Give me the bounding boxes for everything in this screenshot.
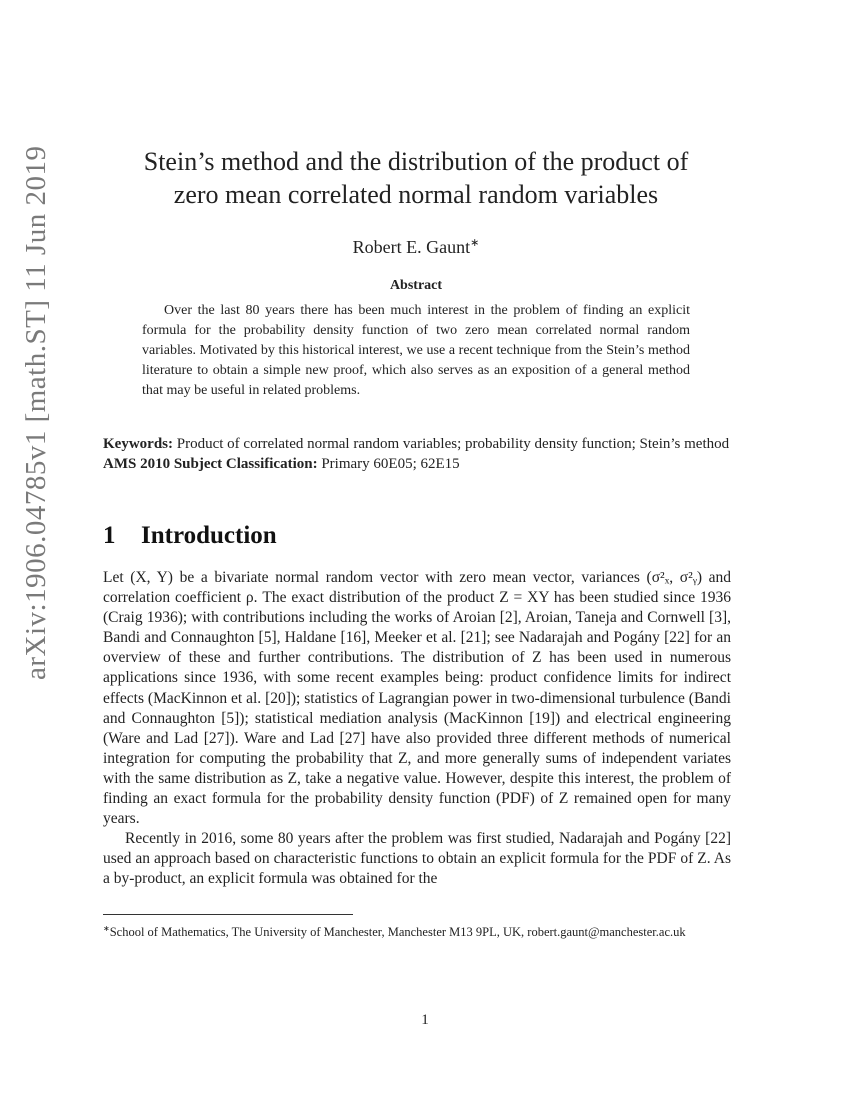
keywords-block (103, 434, 731, 474)
abstract-heading: Abstract (389, 278, 443, 293)
author-affiliation-footnote (103, 920, 731, 941)
introduction-body (103, 568, 731, 890)
keywords-text: Product of correlated normal random variables; probability density function; Stein’s method (176, 436, 730, 452)
page-number: 1 (421, 1012, 429, 1028)
title-line-2: zero mean correlated normal random variables (173, 180, 659, 209)
footnote-mark: ∗ (103, 924, 110, 933)
ams-text: Primary 60E05; 62E15 (321, 456, 460, 472)
title-line-1: Stein’s method and the distribution of the product of (143, 147, 689, 176)
footnote-rule (103, 914, 353, 915)
abstract-text: Over the last 80 years there has been much interest in the problem of finding an explicit formula for the probability density function of two zero mean correlated normal random variables. Motivated by this historical interest, we use a recent technique from the Stein’s method literature to obtain a simple new proof, which also serves as an exposition of a general method that may be useful in related problems. (142, 303, 690, 399)
ams-label: AMS 2010 Subject Classification: (103, 456, 318, 472)
section-number: 1 (103, 522, 116, 549)
footnote-text: School of Mathematics, The University of Manchester, Manchester M13 9PL, UK, robert.gaunt@manchester.ac.uk (109, 925, 686, 940)
keywords-line (103, 434, 731, 454)
author-footnote-mark: ∗ (470, 237, 480, 249)
author-name: Robert E. Gaunt (352, 237, 471, 257)
section-title: Introduction (141, 522, 277, 549)
intro-paragraph-1: Let (X, Y) be a bivariate normal random vector with zero mean vector, variances (σ²ₓ, σ²ᵧ) and correlation coefficient ρ. The exact distribution of the product Z = XY has been studied since 1936 (Craig 1936); with contributions including the works of Aroian [2], Aroian, Taneja and Cornwell [3], Bandi and Connaughton [5], Haldane [16], Meeker et al. [21]; see Nadarajah and Pogány [22] for an overview of these and further contributions. The distribution of Z has been used in numerous applications since 1936, with some recent examples being: product confidence limits for indirect effects (MacKinnon et al. [20]); statistics of Lagrangian power in two-dimensional turbulence (Bandi and Connaughton [5]); statistical mediation analysis (MacKinnon [19]) and electrical engineering (Ware and Lad [27]). Ware and Lad [27] have also provided three different methods of numerical integration for computing the probability that Z, and more generally sums of independent variates with the same distribution as Z, take a negative value. However, despite this interest, the problem of finding an exact formula for the probability density function (PDF) of Z remained open for many years. (103, 569, 731, 828)
ams-classification-line (103, 454, 731, 474)
author-line (90, 236, 742, 258)
intro-paragraph-2: Recently in 2016, some 80 years after the problem was first studied, Nadarajah and Pogány [22] used an approach based on characteristic functions to obtain an explicit formula for the PDF of Z. As a by-product, an explicit formula was obtained for the (103, 830, 731, 888)
paper-title (90, 145, 742, 211)
arxiv-identifier-stamp: arXiv:1906.04785v1 [math.ST] 11 Jun 2019 (20, 145, 52, 680)
section-heading-introduction (103, 522, 277, 550)
keywords-label: Keywords: (103, 436, 173, 452)
